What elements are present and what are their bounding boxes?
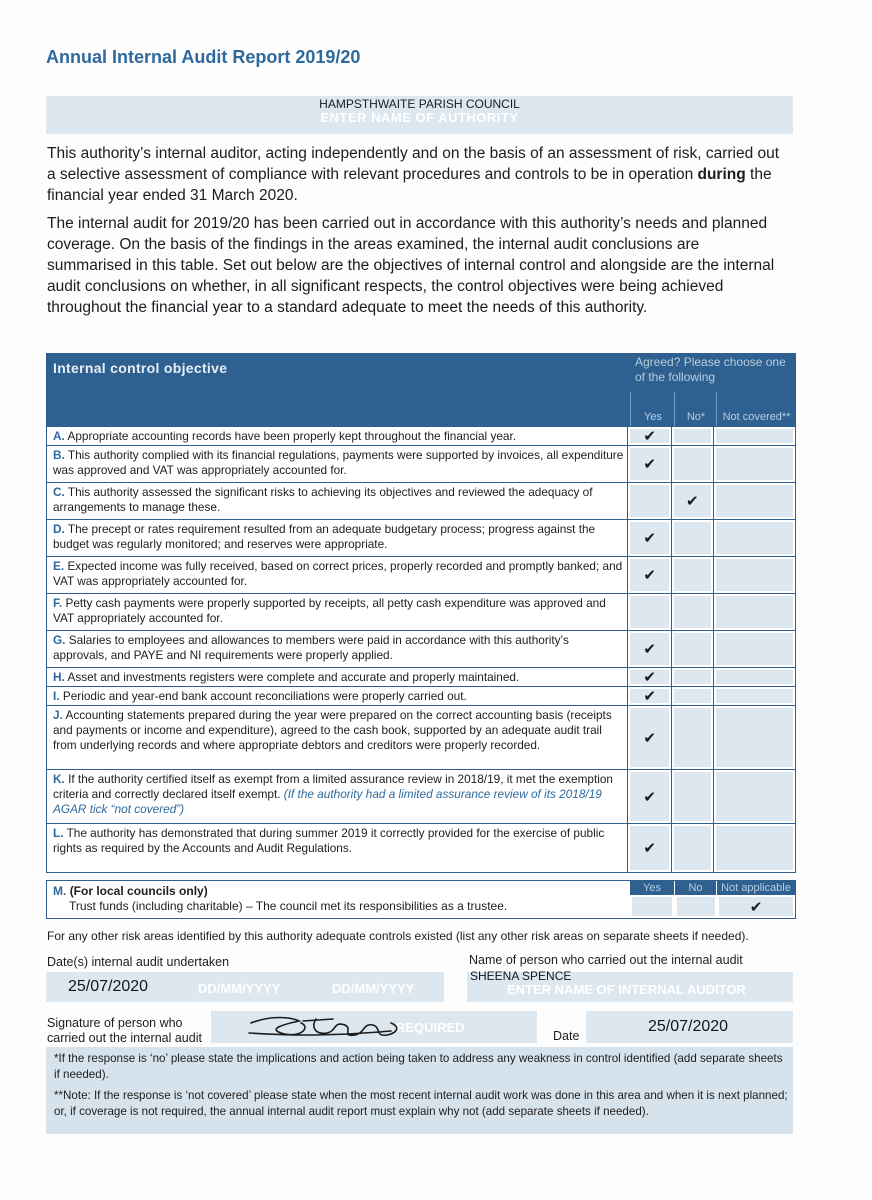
check-mark-icon: ✔ [686, 493, 699, 510]
row-objective-text [47, 483, 627, 519]
no-checkbox[interactable] [671, 687, 713, 705]
footnote-no: *If the response is ‘no’ please state the implications and action being taken to address any weakness in control identified (add separate sheets if needed). [54, 1052, 783, 1081]
yes-checkbox-box [630, 772, 669, 821]
yes-checkbox-box [630, 448, 669, 480]
yes-checkbox-box [630, 633, 669, 665]
intro-p1-text: This authority’s internal auditor, acting independently and on the basis of an assessment of risk, carried out a selective assessment of compliance with relevant procedures and controls to be in operation [47, 145, 780, 183]
check-mark-icon: ✔ [749, 898, 763, 916]
no-checkbox-box [674, 596, 711, 628]
row-text: Asset and investments registers were complete and accurate and properly maintained. [67, 670, 520, 684]
header-agreed: Agreed? Please choose one of the following [635, 355, 786, 384]
row-letter: H. [53, 670, 65, 684]
not-covered-checkbox-box [716, 429, 793, 443]
intro-p1-end: the financial year ended 31 March 2020. [47, 166, 772, 204]
auditor-name-value: SHEENA SPENCE [470, 969, 572, 983]
table-row [47, 519, 795, 556]
table-row [47, 823, 795, 872]
no-checkbox[interactable] [671, 824, 713, 872]
audit-date-3-placeholder: DD/MM/YYYY [332, 981, 415, 996]
not-covered-checkbox-box [716, 772, 793, 821]
header-not-covered-label: Not covered** [722, 411, 791, 423]
row-text: Accounting statements prepared during the year were prepared on the correct accounting basis (receipts and payments or income and expenditure), agreed to the cash book, supported by an adequate audit trail from underlying records and where appropriate debtors and creditors were properly recorded. [53, 708, 612, 752]
signature-field[interactable] [211, 1011, 537, 1043]
no-checkbox[interactable] [671, 706, 713, 769]
handwritten-signature [241, 1011, 411, 1043]
not-covered-checkbox[interactable] [713, 557, 795, 593]
not-covered-checkbox-box [716, 559, 793, 591]
signature-label-line2: carried out the internal audit [47, 1031, 202, 1045]
not-covered-checkbox[interactable] [713, 483, 795, 519]
row-objective-text [47, 520, 627, 556]
no-checkbox-box [674, 485, 711, 517]
intro-p1-bold: during [697, 166, 746, 183]
row-text: Periodic and year-end bank account reconciliations were properly carried out. [62, 689, 467, 703]
header-objective: Internal control objective [53, 360, 228, 376]
row-letter: E. [53, 559, 65, 573]
yes-checkbox-box [630, 559, 669, 591]
sign-date-field[interactable] [586, 1011, 793, 1043]
yes-checkbox[interactable] [627, 446, 671, 482]
row-letter: B. [53, 448, 65, 462]
no-checkbox-box [674, 689, 711, 703]
not-covered-checkbox[interactable] [713, 687, 795, 705]
no-checkbox-box [674, 559, 711, 591]
yes-checkbox[interactable] [627, 520, 671, 556]
internal-control-table [46, 353, 796, 873]
row-text: This authority assessed the significant risks to achieving its objectives and reviewed the adequacy of arrangements to manage these. [53, 485, 593, 514]
not-covered-checkbox-box [716, 689, 793, 703]
yes-checkbox[interactable] [627, 594, 671, 630]
check-mark-icon: ✔ [643, 456, 656, 473]
row-objective-text [47, 824, 627, 872]
audit-dates-field[interactable] [46, 972, 444, 1002]
row-text: Salaries to employees and allowances to members were paid in accordance with this authority’s approvals, and PAYE and NI requirements were properly applied. [53, 633, 569, 662]
not-covered-checkbox-box [716, 670, 793, 684]
yes-checkbox[interactable] [627, 631, 671, 667]
row-objective-text [47, 446, 627, 482]
table-row [47, 593, 795, 630]
no-checkbox[interactable] [671, 668, 713, 686]
footnotes-box [46, 1047, 793, 1134]
no-checkbox[interactable] [671, 594, 713, 630]
not-covered-checkbox[interactable] [713, 594, 795, 630]
not-covered-checkbox-box [716, 485, 793, 517]
intro-paragraph-1 [47, 143, 787, 206]
yes-checkbox[interactable] [627, 427, 671, 445]
m-header-not-applicable: Not applicable [717, 881, 795, 895]
row-objective-text [47, 706, 627, 769]
not-covered-checkbox-box [716, 448, 793, 480]
row-letter: K. [53, 772, 65, 786]
header-no-label: No* [686, 411, 706, 423]
audit-date-2-placeholder: DD/MM/YYYY [198, 981, 281, 996]
row-letter: I. [53, 689, 60, 703]
not-covered-checkbox[interactable] [713, 770, 795, 823]
authority-name-placeholder: ENTER NAME OF AUTHORITY [320, 110, 519, 125]
check-mark-icon: ✔ [643, 669, 656, 686]
row-note: (If the authority had a limited assurance review of its 2018/19 AGAR tick “not covered”) [53, 787, 602, 816]
not-covered-checkbox[interactable] [713, 631, 795, 667]
m-yes-checkbox[interactable] [632, 897, 672, 916]
no-checkbox-box [674, 633, 711, 665]
table-row [47, 667, 795, 686]
yes-checkbox[interactable] [627, 824, 671, 872]
no-checkbox-box [674, 708, 711, 767]
row-letter: L. [53, 826, 64, 840]
footnote-not-covered: **Note: If the response is ‘not covered’ please state when the most recent internal audit work was done in this area and when it is next planned; or, if coverage is not required, the annual internal audit report must explain why not (add separate sheets if needed). [54, 1089, 788, 1118]
row-text: Expected income was fully received, based on correct prices, properly recorded and promptly banked; and VAT was appropriately accounted for. [53, 559, 623, 588]
yes-checkbox-box [630, 826, 669, 870]
no-checkbox[interactable] [671, 446, 713, 482]
yes-checkbox[interactable] [627, 687, 671, 705]
row-text: Appropriate accounting records have been properly kept throughout the financial year. [67, 429, 517, 443]
check-mark-icon: ✔ [643, 729, 656, 747]
not-covered-checkbox-box [716, 826, 793, 870]
yes-checkbox[interactable] [627, 770, 671, 823]
auditor-name-label: Name of person who carried out the internal audit [469, 953, 743, 967]
check-mark-icon: ✔ [643, 567, 656, 584]
signature-label [47, 1016, 202, 1046]
row-letter: M. [53, 884, 67, 898]
no-checkbox[interactable] [671, 770, 713, 823]
no-checkbox[interactable] [671, 631, 713, 667]
trust-funds-bold: (For local councils only) [69, 884, 208, 898]
no-checkbox-box [674, 429, 711, 443]
yes-checkbox-box [630, 670, 669, 684]
header-not-covered [716, 392, 796, 426]
check-mark-icon: ✔ [643, 840, 656, 857]
check-mark-icon: ✔ [643, 788, 656, 806]
row-text: Petty cash payments were properly supported by receipts, all petty cash expenditure was approved and VAT appropriately accounted for. [53, 596, 606, 625]
page-title: Annual Internal Audit Report 2019/20 [46, 47, 361, 67]
not-covered-checkbox[interactable] [713, 824, 795, 872]
no-checkbox-box [674, 448, 711, 480]
no-checkbox[interactable] [671, 557, 713, 593]
m-not-applicable-checkbox[interactable] [719, 897, 793, 916]
not-covered-checkbox[interactable] [713, 668, 795, 686]
not-covered-checkbox[interactable] [713, 706, 795, 769]
table-row [47, 630, 795, 667]
trust-funds-text [53, 884, 507, 914]
row-letter: C. [53, 485, 65, 499]
no-checkbox[interactable] [671, 520, 713, 556]
table-row [47, 769, 795, 823]
check-mark-icon: ✔ [643, 530, 656, 547]
yes-checkbox[interactable] [627, 706, 671, 769]
table-row [47, 556, 795, 593]
not-covered-checkbox-box [716, 522, 793, 554]
auditor-name-placeholder: ENTER NAME OF INTERNAL AUDITOR [507, 982, 746, 997]
table-row [47, 445, 795, 482]
check-mark-icon: ✔ [643, 428, 656, 445]
not-covered-checkbox[interactable] [713, 446, 795, 482]
no-checkbox-box [674, 826, 711, 870]
row-objective-text [47, 687, 627, 705]
table-body [47, 426, 795, 872]
yes-checkbox-box [630, 485, 669, 517]
table-header [47, 354, 795, 426]
header-yes-label: Yes [644, 411, 662, 423]
not-covered-checkbox-box [716, 633, 793, 665]
row-letter: G. [53, 633, 66, 647]
check-mark-icon: ✔ [643, 688, 656, 705]
signature-placeholder: REQUIRED [396, 1020, 465, 1035]
no-checkbox[interactable] [671, 483, 713, 519]
sign-date-value: 25/07/2020 [648, 1018, 729, 1035]
m-no-checkbox[interactable] [677, 897, 715, 916]
yes-checkbox[interactable] [627, 483, 671, 519]
trust-funds-description: Trust funds (including charitable) – The council met its responsibilities as a trustee. [69, 899, 508, 913]
table-row [47, 426, 795, 445]
no-checkbox-box [674, 670, 711, 684]
authority-name-field[interactable] [46, 96, 793, 134]
yes-checkbox-box [630, 522, 669, 554]
audit-date-1: 25/07/2020 [68, 978, 149, 995]
yes-checkbox[interactable] [627, 557, 671, 593]
yes-checkbox-box [630, 689, 669, 703]
yes-checkbox-box [630, 596, 669, 628]
row-objective-text [47, 770, 627, 823]
no-checkbox-box [674, 772, 711, 821]
row-objective-text [47, 631, 627, 667]
other-risk-note: For any other risk areas identified by this authority adequate controls existed (list any other risk areas on separate sheets if needed). [47, 929, 749, 943]
sign-date-label: Date [553, 1029, 580, 1043]
header-yes [630, 392, 675, 426]
m-header-yes: Yes [630, 881, 674, 895]
table-row [47, 705, 795, 769]
no-checkbox-box [674, 522, 711, 554]
row-letter: F. [53, 596, 63, 610]
not-covered-checkbox[interactable] [713, 520, 795, 556]
row-text: If the authority certified itself as exempt from a limited assurance review in 2018/19, it met the exemption criteria and correctly declared itself exempt. [53, 772, 613, 801]
auditor-name-field[interactable] [467, 969, 793, 1002]
no-checkbox[interactable] [671, 427, 713, 445]
row-objective-text [47, 427, 627, 445]
intro-paragraph-2: The internal audit for 2019/20 has been carried out in accordance with this authority’s needs and planned coverage. On the basis of the findings in the areas examined, the internal audit conclusions are summarised in this table. Set out below are the objectives of internal control and alongside are the internal audit conclusions on whether, in all significant respects, the control objectives were being achieved throughout the financial year to a standard adequate to meet the needs of this authority. [47, 215, 775, 316]
signature-label-line1: Signature of person who [47, 1016, 183, 1030]
row-letter: J. [53, 708, 63, 722]
row-objective-text [47, 557, 627, 593]
yes-checkbox-box [630, 708, 669, 767]
row-objective-text [47, 594, 627, 630]
trust-funds-row [46, 880, 796, 919]
row-letter: A. [53, 429, 65, 443]
not-covered-checkbox-box [716, 708, 793, 767]
row-objective-text [47, 668, 627, 686]
row-text: The precept or rates requirement resulted from an adequate budgetary process; progress against the budget was regularly monitored; and reserves were appropriate. [53, 522, 596, 551]
row-text: This authority complied with its financial regulations, payments were supported by invoices, all expenditure was approved and VAT was appropriately accounted for. [53, 448, 624, 477]
audit-dates-label: Date(s) internal audit undertaken [47, 955, 230, 969]
authority-name-value: HAMPSTHWAITE PARISH COUNCIL [319, 97, 520, 111]
table-row [47, 686, 795, 705]
row-text: The authority has demonstrated that during summer 2019 it correctly provided for the exercise of public rights as required by the Accounts and Audit Regulations. [53, 826, 605, 855]
table-row [47, 482, 795, 519]
yes-checkbox[interactable] [627, 668, 671, 686]
not-covered-checkbox-box [716, 596, 793, 628]
m-header-no: No [675, 881, 716, 895]
header-no [674, 392, 717, 426]
not-covered-checkbox[interactable] [713, 427, 795, 445]
check-mark-icon: ✔ [643, 641, 656, 658]
yes-checkbox-box [630, 429, 669, 443]
row-letter: D. [53, 522, 65, 536]
